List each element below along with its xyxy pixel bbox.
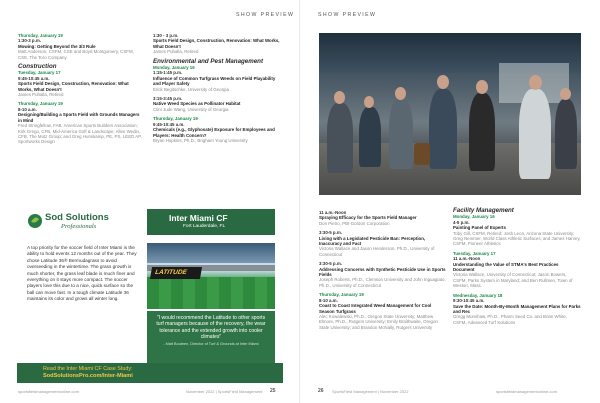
- session-speakers: Bryan Hopkins, Ph.D., Brigham Young University: [153, 137, 248, 143]
- session-speakers: Toby Gill, CSFM, Retired; Josh Leon, Arizona State University; Greg Nemmer, World Class Athletic Surfaces; and James Harvey, CSFM, Pioneer Athletics: [453, 230, 581, 247]
- session-speakers: Gregg Munshaw, Ph.D., Pharm Seed Co. and Brian White, CSFM, Advanced Turf Solutions: [453, 314, 567, 325]
- session-block: [153, 33, 281, 55]
- session-block: [453, 293, 581, 325]
- session-date: Thursday, January 19: [18, 101, 63, 107]
- ad-body: A top priority for the soccer field of Inter Miami is the ability to hold events 12 months out of the year. They chose Latitude 36® Bermudagrass to avoid overseeding in the wintertime. The grass growth is much shorter, the grass leaf blade is much finer and everything on it stays more compact. The soccer players love this due to a nice, quick surface so the ball can move fast. In a tough climate Latitude 36 maintains its color and grows all winter long.: [27, 245, 137, 302]
- session-date: Monday, January 16: [453, 214, 495, 220]
- session-time: 11 a.m.-Noon: [453, 256, 481, 262]
- session-time: 9:45-10:45 a.m.: [18, 75, 50, 81]
- left-column-2: [153, 33, 281, 147]
- sod-solutions-logo: [27, 211, 117, 235]
- session-title: Native Weed Species as Pollinator Habitat: [153, 101, 241, 107]
- category-heading: Environmental and Pest Management: [153, 57, 264, 65]
- session-block: [18, 101, 143, 144]
- session-title: Sports Field Design, Construction, Renovation: What Works, What Doesn't: [153, 38, 280, 49]
- session-speakers: Erick Begitschke, University of Georgia: [153, 86, 229, 92]
- session-date: Tuesday, January 17: [18, 70, 61, 76]
- right-page: [300, 0, 600, 403]
- session-title: Coast to Coast Integrated Weed Management for Cool Season Turfgrass: [319, 303, 432, 314]
- session-time: 3:15-3:45 p.m.: [153, 96, 183, 102]
- footer-issue: November 2022 | SportsField Management: [186, 389, 263, 394]
- logo-name: Sod Solutions: [45, 212, 109, 223]
- session-speakers: James Puhalla, Retired: [18, 92, 64, 98]
- session-time: 11 a.m.-Noon: [319, 210, 347, 215]
- session-block: [319, 292, 447, 330]
- quote-attribution: - Matt Bouteen, Director of Turf & Grounds at Inter Miami: [163, 341, 259, 346]
- left-column-1: [18, 33, 143, 149]
- page-number: 26: [318, 388, 324, 394]
- session-title: Save the Date: Month-By-Month Management Plans for Parks and Rec: [453, 303, 581, 314]
- stadium-image: [147, 243, 275, 309]
- quote-text: "I would recommend the Latitude to other sports turf managers because of the recovery, the wear tolerance and the extended growth into cooler climates": [156, 315, 266, 341]
- banner-location: Fort Lauderdale, FL: [183, 224, 226, 229]
- session-time: 9:45-10:45 a.m.: [153, 121, 185, 127]
- session-title: Chemicals (e.g., Glyphosate) Exposure for Employees and Players: Health Concern?: [153, 127, 275, 138]
- session-time: 3:30-5 p.m.: [319, 261, 342, 267]
- session-time: 1:30 - 3 p.m.: [153, 33, 179, 38]
- case-study-link[interactable]: SodSolutionsPro.com/Inter-Miami: [43, 373, 133, 379]
- session-block: [319, 261, 447, 288]
- session-title: Understanding the Value of STMA's Best Practices Document: [453, 261, 559, 273]
- session-time: 1:30-3 p.m.: [18, 38, 41, 44]
- session-speakers: Alec Kowalewski, Ph.D., Oregon State University; Matthew Elmore, Ph.D., Rutgers University; Emily Braithwaite, Oregon State University; and Brandon McNally, Rutgers University: [319, 313, 438, 330]
- session-date: Thursday, January 19: [319, 292, 364, 298]
- ad-footer: [17, 363, 283, 383]
- session-time: 9:30-10:45 a.m.: [453, 298, 485, 304]
- session-title: Painting Panel of Experts: [453, 225, 506, 231]
- session-speakers: Don Pietro, PBI-Gordon Corporation: [319, 220, 390, 226]
- session-block: [453, 214, 581, 246]
- session-speakers: Clint Jude Wang, University of Georgia: [153, 106, 229, 112]
- product-badge: LATITUDE: [154, 269, 188, 276]
- footer-site: sportsfieldmanagementonline.com: [496, 389, 557, 394]
- session-date: Wednesday, January 18: [453, 292, 503, 298]
- session-speakers: Fred Stringfellow, FAB, American Sports Builders Association; Kirk Grego, CFB, Mid-America Golf & Landscape; Allen Wedin, CFB, The Motz Group; and Greg Hunskamp, PE, PS, LEED AP, Sportworks Design: [18, 123, 142, 145]
- session-block: [18, 33, 143, 60]
- ad-banner: [147, 209, 275, 235]
- session-title: Designing/Building a Sports Field with Grounds Managers in Mind: [18, 112, 140, 123]
- testimonial-quote: [147, 311, 275, 363]
- page-number: 25: [270, 388, 276, 394]
- category-heading: Facility Management: [453, 207, 514, 214]
- session-block: [453, 251, 581, 289]
- session-title: Influence of Common Turfgrass Weeds on Field Playability and Player Safety: [153, 75, 276, 87]
- session-time: 4-5 p.m.: [453, 219, 470, 225]
- session-block: [18, 70, 143, 97]
- session-block: [153, 96, 281, 112]
- session-speakers: James Puhalla, Retired: [153, 49, 199, 55]
- session-title: Sports Field Design, Construction, Renovation: What Works, What Doesn't: [18, 81, 129, 92]
- session-date: Thursday, January 19: [18, 33, 63, 38]
- section-header: SHOW PREVIEW: [236, 12, 295, 18]
- session-date: Tuesday, January 17: [453, 250, 496, 256]
- session-time: 3:30-5 p.m.: [319, 230, 342, 236]
- category-heading: Construction: [18, 63, 57, 71]
- session-date: Thursday, January 19: [153, 116, 198, 122]
- logo-sub: Professionals: [61, 223, 97, 230]
- session-title: Living with a Legislated Pesticide Ban: Perception, Inaccuracy and Fact: [319, 235, 426, 247]
- right-column-1: [319, 210, 447, 334]
- trade-show-photo: [319, 33, 581, 195]
- session-title: Spraying Efficacy for the Sports Field Manager: [319, 215, 417, 221]
- session-block: [153, 116, 281, 143]
- session-block: [319, 210, 447, 226]
- footer-issue: SportsField Management | November 2022: [332, 389, 409, 394]
- session-speakers: Matt Anderson, CSFM, CSE and Boyd Montgomery, CSFM, CSE, The Toro Company: [18, 49, 134, 60]
- sod-solutions-ad: [17, 203, 283, 383]
- session-speakers: Victoria Wallace, University of Connecticut; Jason Bowers, CSFM, Parks System in Maryland; and Ben Rullmen, Town of Weston, Mass.: [453, 272, 573, 289]
- leaf-icon: [27, 213, 43, 229]
- session-title: Addressing Concerns with Synthetic Pesticide Use in Sports Fields: [319, 266, 446, 278]
- session-time: 8-10 a.m.: [18, 106, 37, 112]
- banner-title: Inter Miami CF: [169, 213, 228, 223]
- session-block: [153, 65, 281, 92]
- session-speakers: Victoria Wallace and Jason Henderson, Ph.D., University of Connecticut: [319, 246, 435, 257]
- right-column-2: [453, 208, 581, 329]
- session-time: 8-10 a.m.: [319, 297, 338, 303]
- session-block: [319, 230, 447, 257]
- latitude-badge-bg: [150, 267, 202, 279]
- section-header: SHOW PREVIEW: [318, 12, 377, 18]
- session-date: Monday, January 16: [153, 65, 195, 71]
- session-title: Mowing: Getting Beyond the 3/3 Rule: [18, 43, 96, 49]
- session-time: 1:15-1:45 p.m.: [153, 70, 183, 76]
- case-study-label: Read the Inter Miami CF Case Study:: [43, 366, 133, 372]
- footer-site: sportsfieldmanagementonline.com: [18, 389, 79, 394]
- session-speakers: Joseph Roberts, Ph.D., Clemson University and John Inguagiato, Ph.D., University of Connecticut: [319, 277, 446, 288]
